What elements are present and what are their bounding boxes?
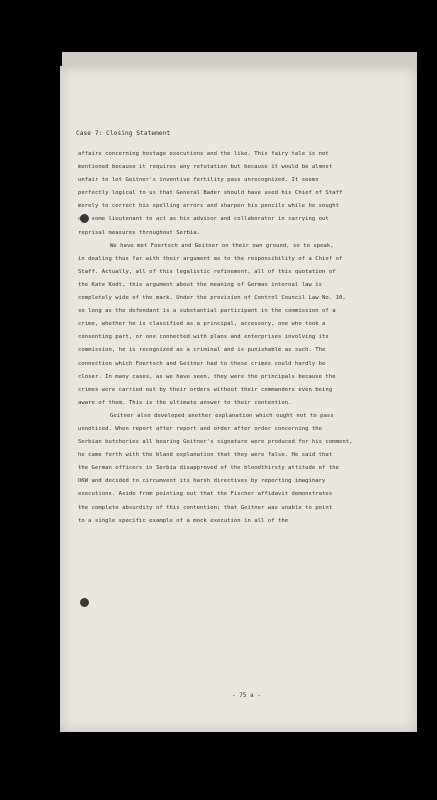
text-line: Staff. Actually, all of this legalistic refinement, all of this quotation of [78, 268, 336, 275]
text-line: OKW and decided to circumvent its harsh directives by reporting imaginary [78, 478, 326, 485]
text-line: consenting part, or one connected with plans and enterprises involving its [78, 334, 329, 341]
paragraph-2 [78, 240, 396, 410]
text-line: out some lieutenant to act as his advisor and collaborator in carrying out [78, 216, 329, 223]
text-line: merely to correct his spelling errors and sharpen his pencils while he sought [78, 203, 339, 210]
text-line: closer. In many cases, as we have seen, they were the principals because the [78, 373, 336, 380]
text-line: aware of them. This is the ultimate answer to their contention. [78, 399, 292, 406]
text-line: Serbian butcheries all bearing Geitner's signature were produced for his comment, [78, 439, 353, 446]
text-line: to a single specific example of a mock execution in all of the [78, 517, 289, 524]
text-line: Geitner also developed another explanation which ought not to pass [110, 412, 334, 419]
paragraph-3 [78, 410, 396, 528]
text-line: unfair to let Geitner's inventive fertility pass unrecognized. It seems [78, 177, 319, 184]
text-line: reprisal measures throughout Serbia. [78, 229, 201, 236]
text-line: the Kate Kodt, this argument about the meaning of German internal law is [78, 281, 323, 288]
text-line: the complete absurdity of this contention; that Geitner was unable to point [78, 504, 333, 511]
text-line: We have met Foertsch and Geitner on their own ground, so to speak, [110, 242, 334, 249]
text-line: affairs concerning hostage executions and the like. This fairy tale is not [78, 151, 329, 157]
text-line: perfectly logical to us that General Bader should have used his Chief of Staff [78, 190, 343, 197]
text-line: connection which Foertsch and Geitner had to these crimes could hardly be [78, 360, 326, 367]
text-line: crime, whether he is classified as a principal, accessory, one who took a [78, 321, 326, 328]
text-line: in dealing thus far with their argument as to the responsibility of a Chief of [78, 255, 343, 262]
text-line: so long as the defendant is a substantial participant in the commission of a [78, 308, 336, 315]
text-line: unnoticed. When report after report and order after order concerning the [78, 425, 323, 432]
text-line: mentioned because it requires any refutation but because it would be almost [78, 164, 333, 171]
document-header: Case 7: Closing Statement [76, 130, 171, 137]
text-line: commission, he is recognized as a criminal and is punishable as such. The [78, 347, 326, 354]
paragraph-1 [78, 148, 396, 240]
text-line: he came forth with the bland explanation that they were false. He said that [78, 452, 333, 459]
text-line: completely wide of the mark. Under the provision of Control Council Law No. 10, [78, 295, 346, 302]
punch-hole-bottom [80, 598, 89, 607]
page-number: - 75 a - [232, 692, 261, 699]
document-body [78, 148, 396, 528]
text-line: crimes were carried out by their orders without their commanders even being [78, 386, 333, 393]
text-line: executions. Aside from pointing out that the Fischer affidavit demonstrates [78, 491, 333, 498]
text-line: the German officers in Serbia disapproved of the bloodthirsty attitude of the [78, 465, 339, 472]
